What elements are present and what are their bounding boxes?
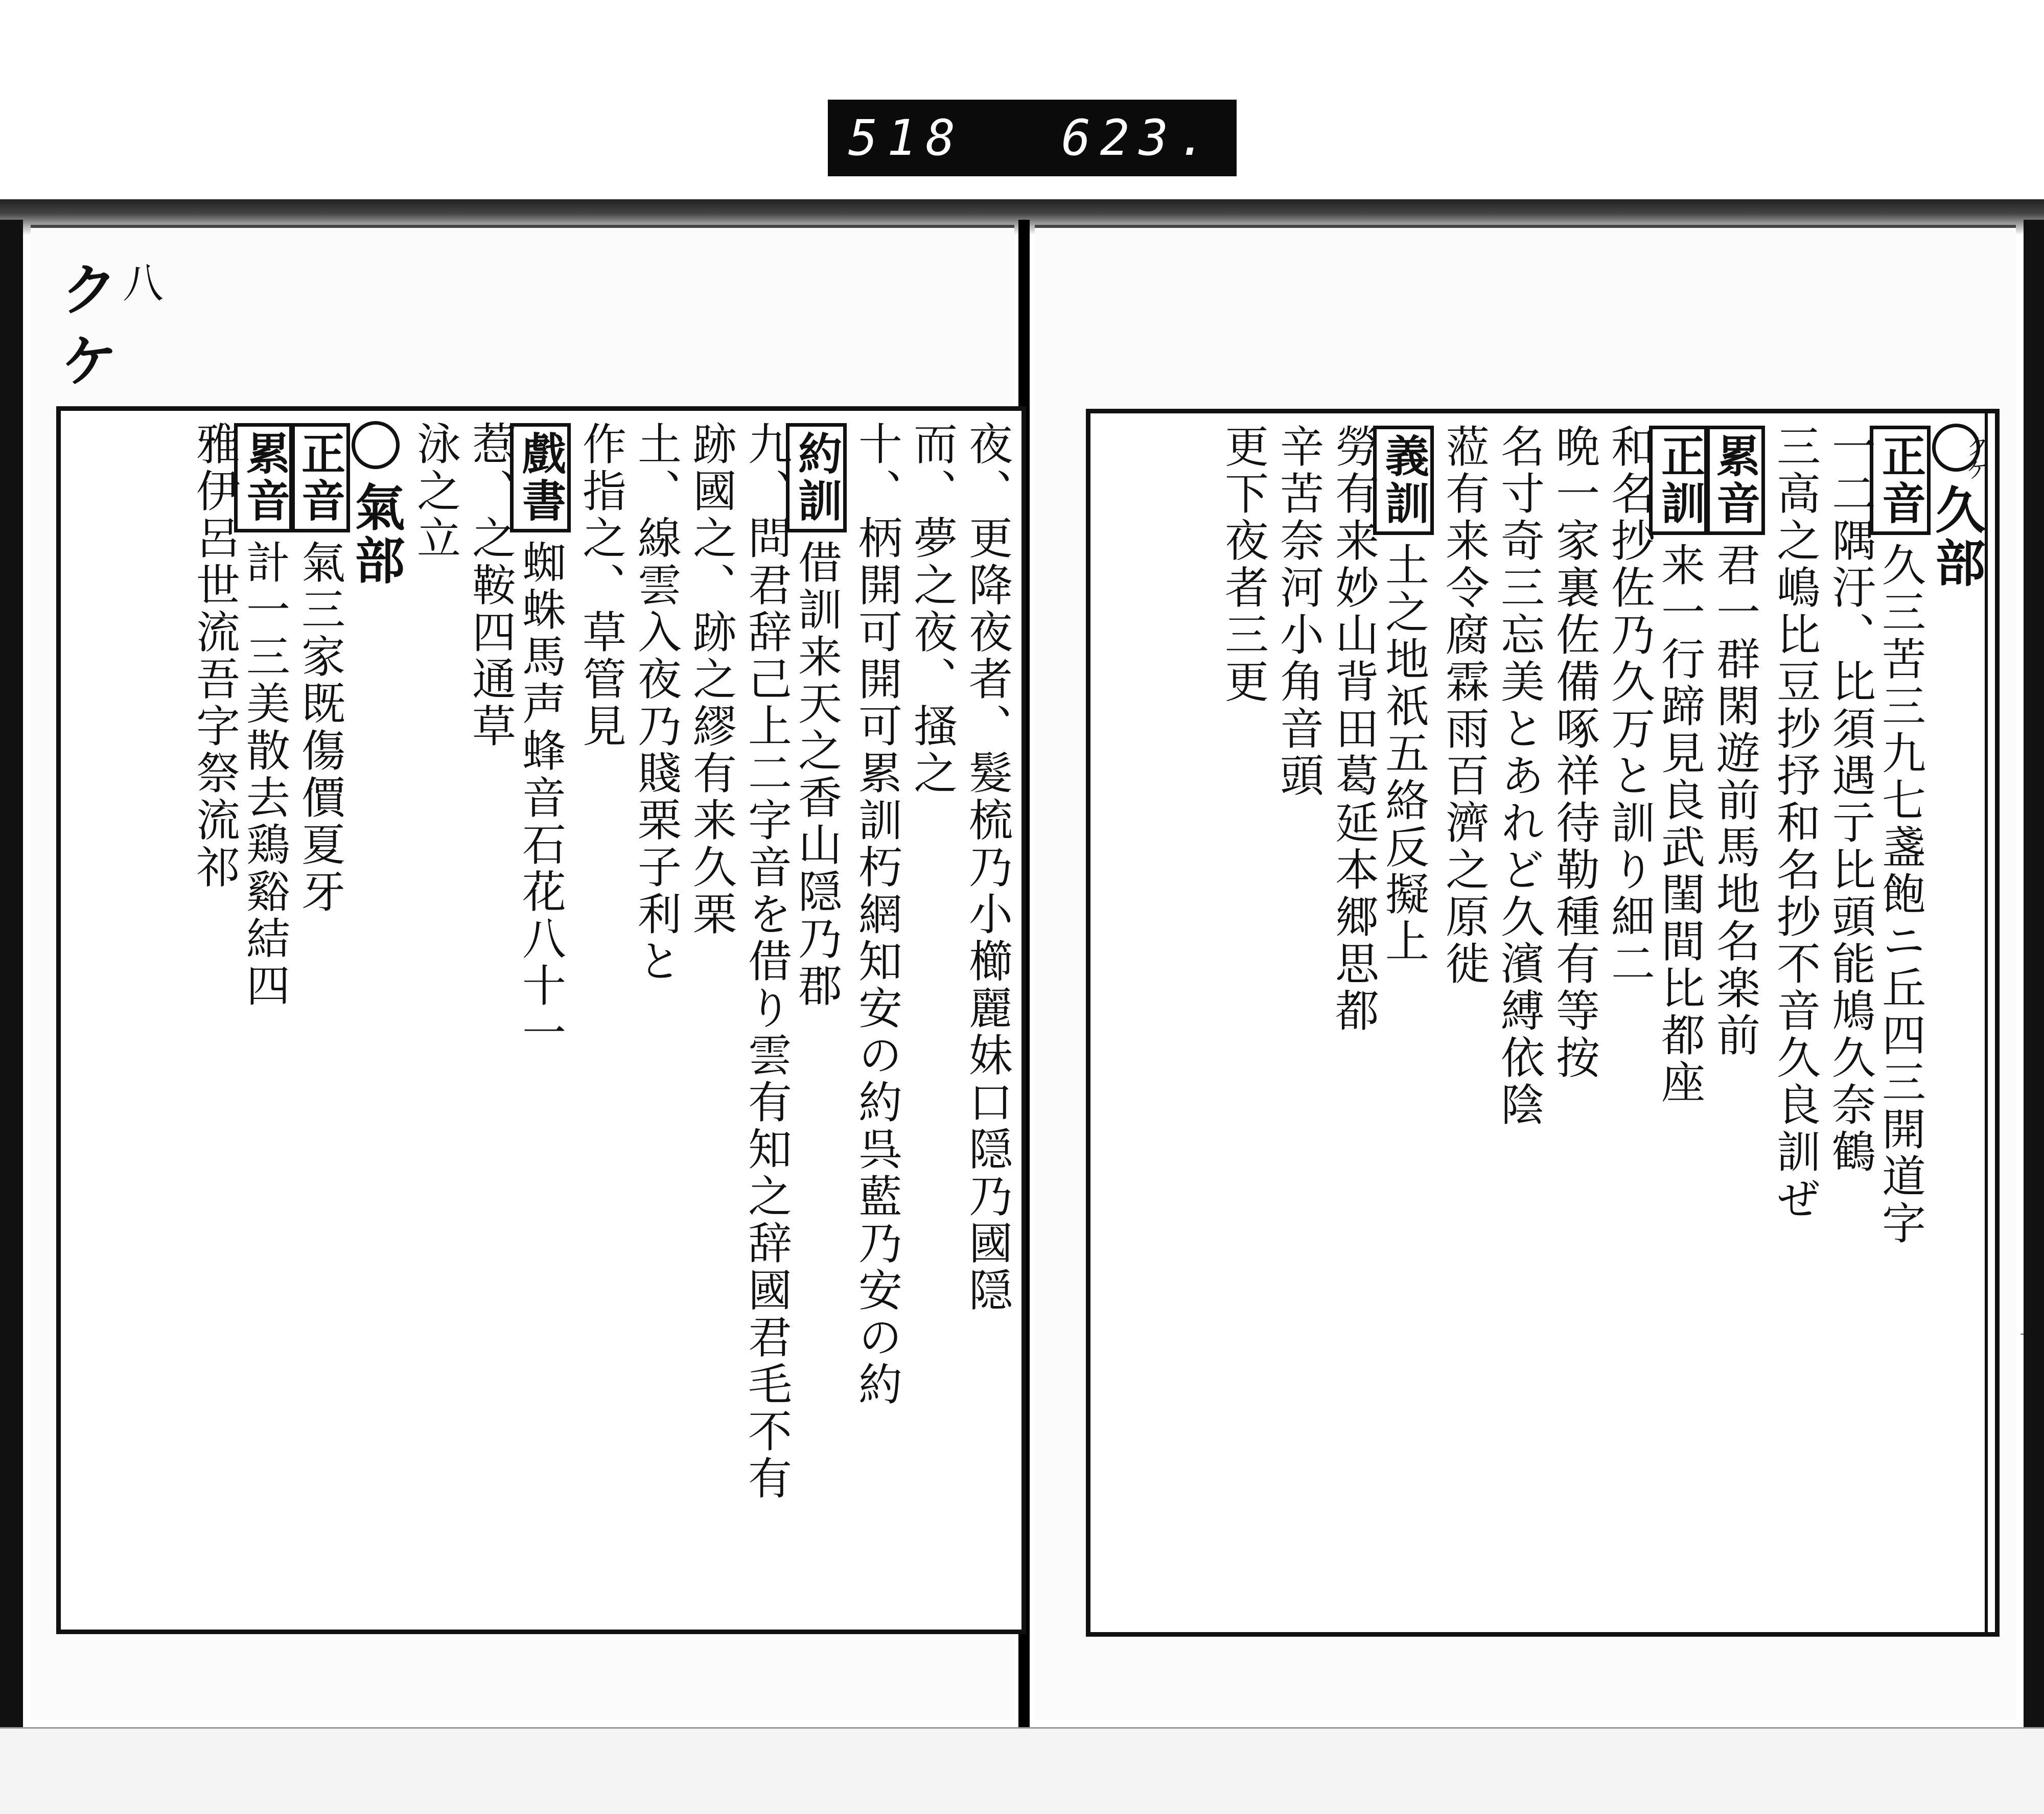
entry-text: 君一群閑遊前馬地名楽前 bbox=[1709, 542, 1760, 1059]
entry-text: 蒞有来令腐霖雨百濟之原徙 bbox=[1438, 424, 1489, 988]
index-kana-top: ク bbox=[61, 257, 118, 323]
section-header bbox=[346, 421, 405, 1619]
text-column bbox=[1215, 424, 1268, 1622]
entry-text: 土之地祇五絡反擬上 bbox=[1378, 542, 1429, 965]
text-column bbox=[294, 421, 350, 1619]
section-title: 久部 bbox=[1927, 484, 1986, 590]
text-column bbox=[959, 421, 1012, 1619]
entry-text: 一二隅汙、比須遇亍比頭能鳩久奈鶴 bbox=[1824, 424, 1875, 1176]
text-column bbox=[628, 421, 681, 1619]
left-text-panel bbox=[56, 406, 1026, 1634]
call-number-label bbox=[828, 100, 1237, 176]
entry-text: 作指之、草管見 bbox=[575, 421, 626, 750]
entry-text: 氣三家既傷價夏牙 bbox=[294, 540, 345, 916]
text-column bbox=[904, 421, 957, 1619]
text-column bbox=[791, 421, 847, 1619]
category-badge: 正訓 bbox=[1649, 426, 1710, 535]
category-badge: 累音 bbox=[234, 423, 295, 532]
text-column bbox=[573, 421, 626, 1619]
call-number-left: 518 bbox=[848, 109, 965, 167]
text-column bbox=[1270, 424, 1323, 1622]
text-column bbox=[1654, 424, 1710, 1622]
scan-bottom-margin bbox=[0, 1727, 2044, 1814]
text-column bbox=[462, 421, 516, 1619]
text-column bbox=[515, 421, 571, 1619]
call-number-right: 623. bbox=[1061, 109, 1216, 167]
text-column bbox=[1378, 424, 1434, 1622]
category-badge: 正音 bbox=[289, 423, 350, 532]
entry-text: 三高之嶋比豆抄抒和名抄不音久良訓ぜ bbox=[1769, 424, 1820, 1223]
text-column bbox=[1436, 424, 1489, 1622]
entry-text: 夜、更降夜者、髮梳乃小櫛麗妹口隠乃國隠 bbox=[961, 421, 1012, 1314]
book-right-edge bbox=[2024, 220, 2044, 1727]
entry-text: 蜘蛛馬声蜂音石花八十一 bbox=[515, 540, 566, 1057]
page-number-mark: 十 bbox=[2019, 1323, 2043, 1351]
text-column bbox=[1546, 424, 1599, 1622]
entry-text: 雅伊呂世流吾字祭流祁 bbox=[189, 421, 240, 891]
left-columns bbox=[61, 411, 1021, 1630]
entry-text: 十、柄開可開可累訓朽網知安の約呉藍乃安の約 bbox=[851, 421, 902, 1408]
text-column bbox=[1822, 424, 1875, 1622]
text-column bbox=[1709, 424, 1765, 1622]
entry-text: 更下夜者三更 bbox=[1217, 424, 1268, 706]
entry-text: 九、問君辞己上二字音を借り雲有知之辞國君毛不有 bbox=[740, 421, 792, 1502]
page-header-tag: クケ bbox=[1962, 434, 1990, 481]
text-column bbox=[849, 421, 902, 1619]
index-kana-bottom: ケ bbox=[61, 329, 118, 394]
book-left-edge bbox=[0, 220, 23, 1727]
category-badge: 累音 bbox=[1704, 426, 1765, 535]
text-column bbox=[1767, 424, 1820, 1622]
text-column bbox=[239, 421, 295, 1619]
category-badge: 義訓 bbox=[1373, 426, 1434, 535]
entry-text: 晩一家裏佐備啄祥待勒種有等按 bbox=[1548, 424, 1599, 1082]
entry-text: 土、線雲入夜乃賤栗子利と bbox=[630, 421, 681, 985]
entry-text: 勞有来妙山背田葛延本郷思都 bbox=[1328, 424, 1379, 1035]
category-badge: 約訓 bbox=[786, 423, 847, 532]
entry-text: 来一行蹄見良武閨間比都座 bbox=[1654, 542, 1705, 1106]
circle-mark-icon bbox=[352, 421, 400, 469]
entry-text: 久三苦三九七盞飽ニ丘四三開道字 bbox=[1874, 542, 1925, 1247]
entry-text: 和名抄佐乃久万と訓り細二 bbox=[1604, 424, 1655, 988]
text-column bbox=[407, 421, 460, 1619]
text-column bbox=[1326, 424, 1379, 1622]
handwritten-index-mark bbox=[61, 245, 194, 399]
text-column bbox=[187, 421, 240, 1619]
section-title: 氣部 bbox=[346, 481, 405, 588]
entry-text: 名寸奇三忘美とあれど久濱縛依陰 bbox=[1493, 424, 1544, 1129]
text-column bbox=[683, 421, 736, 1619]
entry-text: 借訓来天之香山隠乃郡 bbox=[791, 540, 842, 1010]
category-badge: 正音 bbox=[1870, 426, 1931, 535]
text-column bbox=[1491, 424, 1544, 1622]
entry-text: 而、夢之夜、搔之 bbox=[906, 421, 957, 797]
text-column bbox=[738, 421, 792, 1619]
entry-text: 計一三美散去鶏谿結四 bbox=[239, 540, 290, 1010]
text-column bbox=[1601, 424, 1655, 1622]
entry-text: 辛苦奈河小角音頭 bbox=[1272, 424, 1323, 800]
entry-text: 跡國之、跡之繆有来久栗 bbox=[685, 421, 736, 938]
entry-text: 泳之立 bbox=[409, 421, 460, 562]
section-header bbox=[1927, 424, 1986, 1622]
entry-text: 惹、之鞍四通草 bbox=[464, 421, 516, 750]
right-columns bbox=[1090, 413, 1995, 1632]
text-column bbox=[1874, 424, 1931, 1622]
category-badge: 戲書 bbox=[510, 423, 571, 532]
right-text-panel bbox=[1086, 409, 2000, 1637]
circle-mark-icon bbox=[1932, 424, 1980, 472]
index-number: 八 bbox=[123, 260, 164, 307]
